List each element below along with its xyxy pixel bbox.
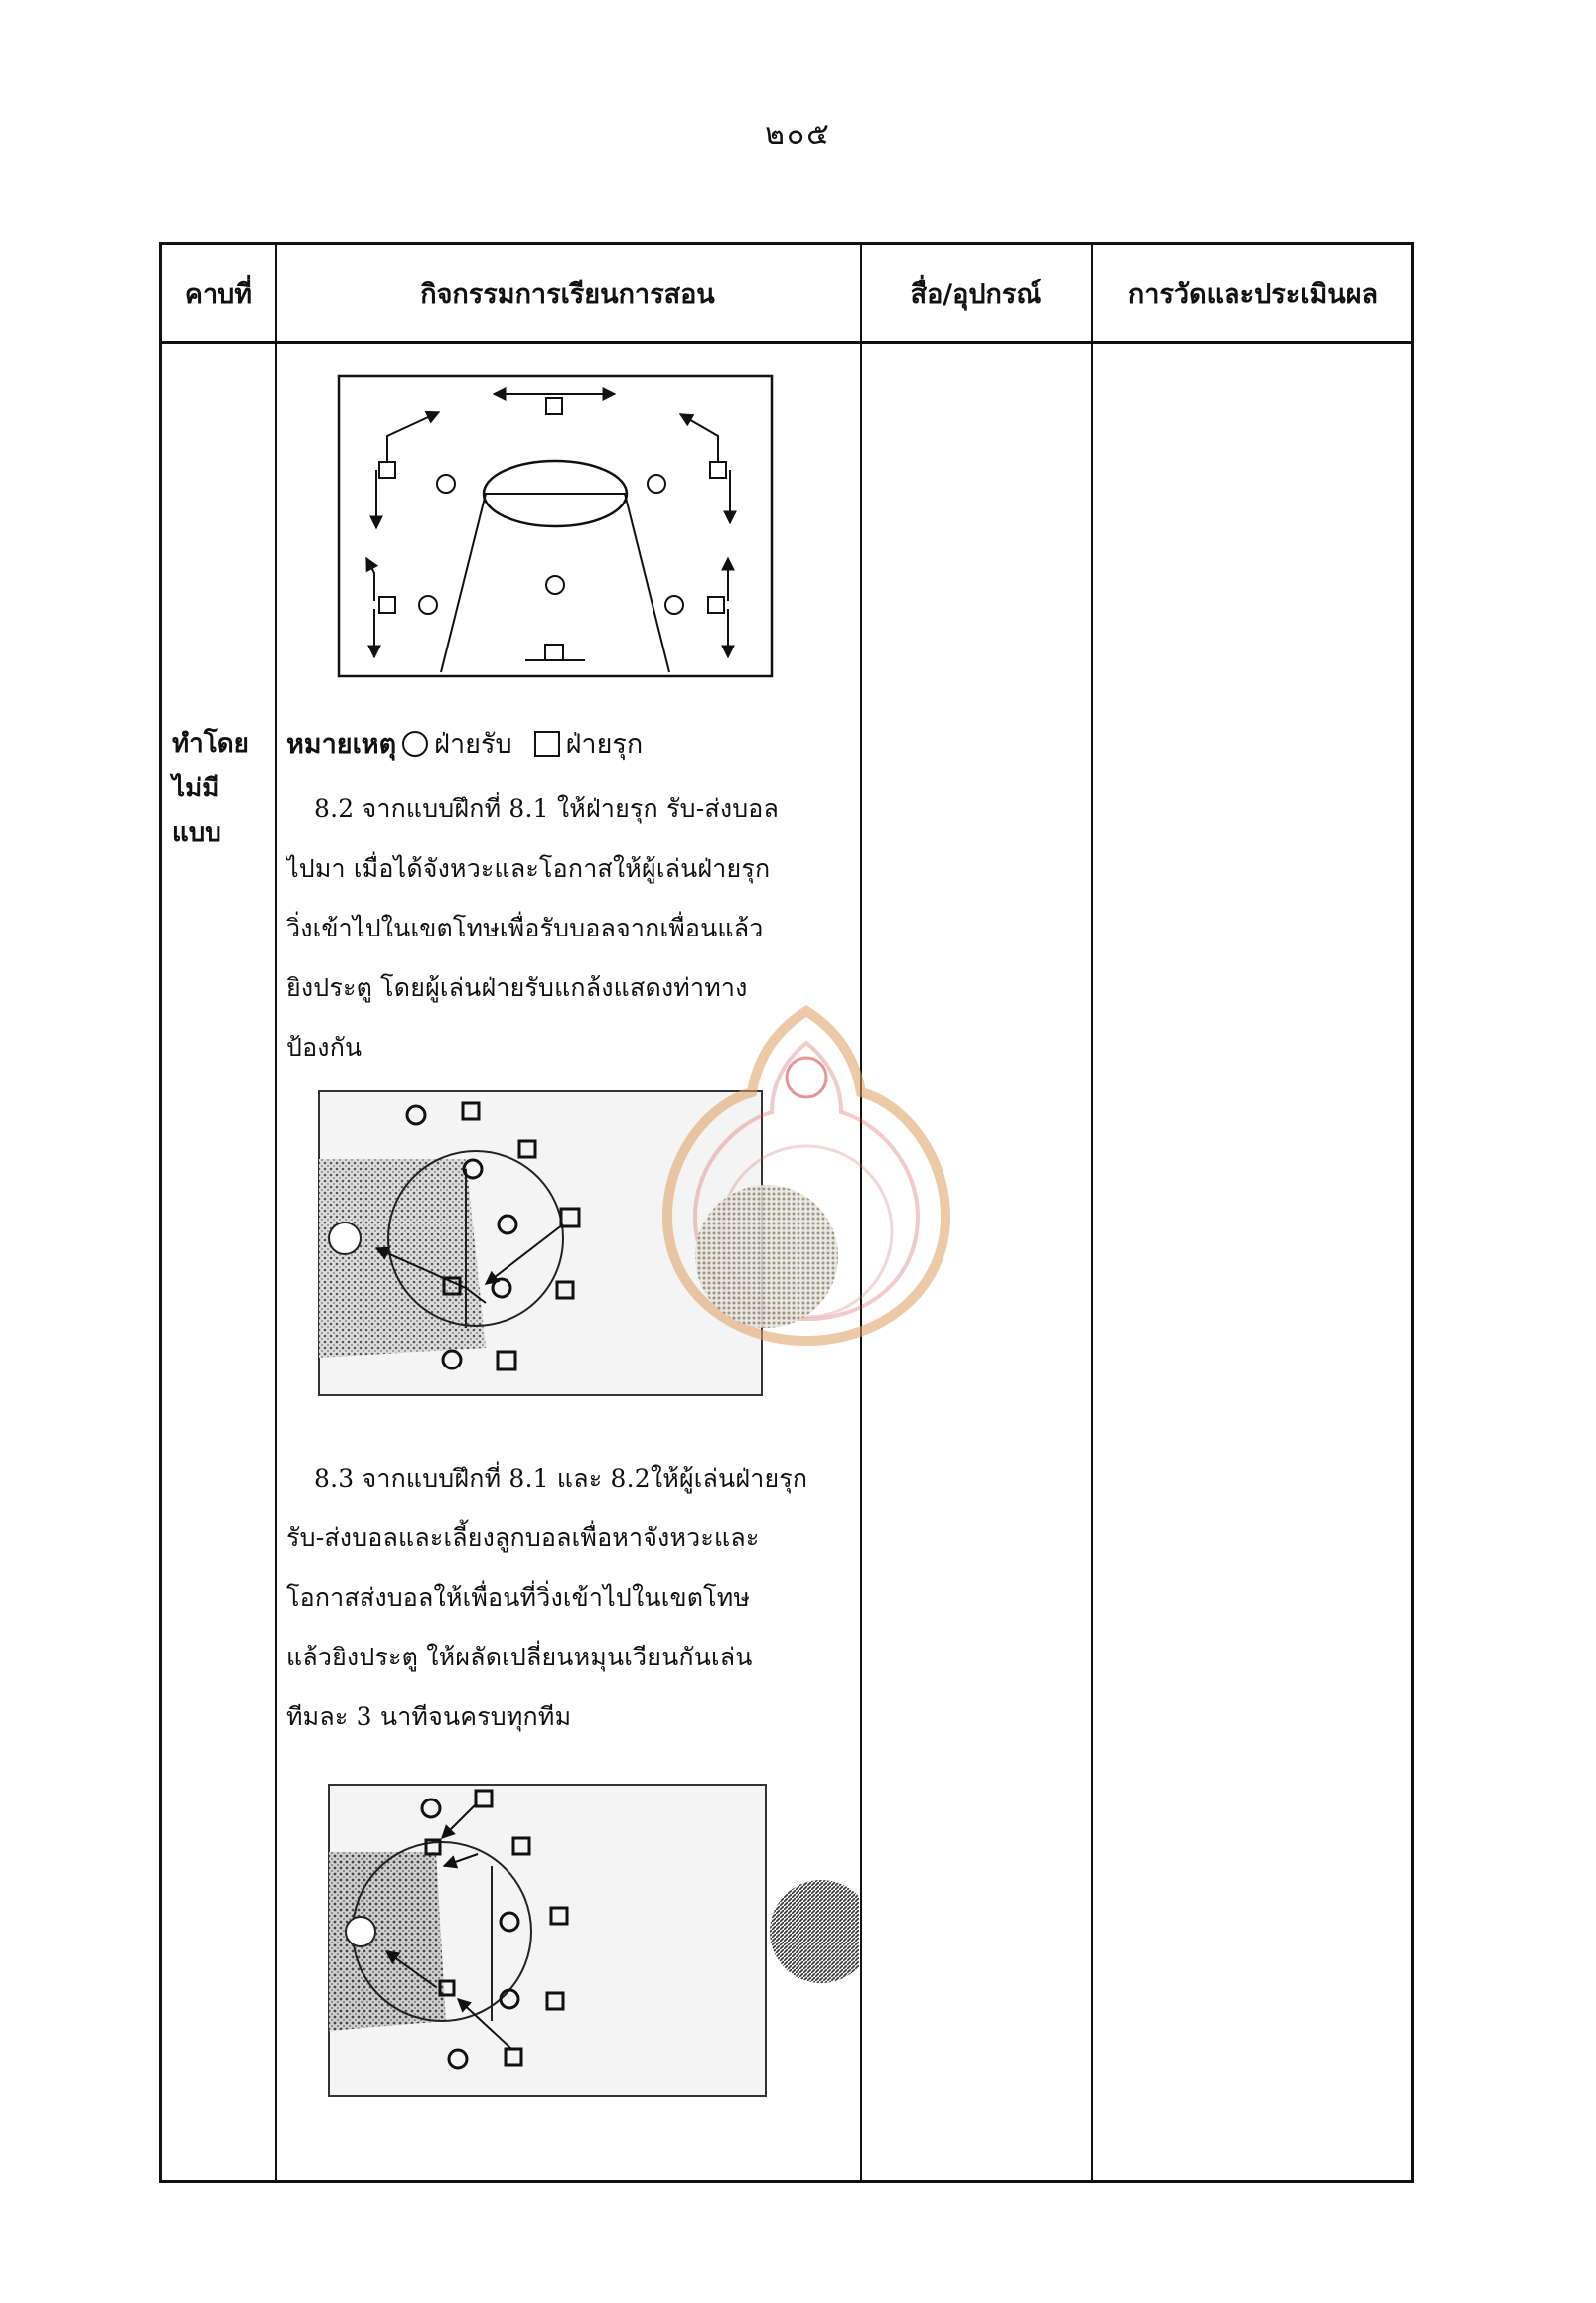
- ball-shading: [770, 1880, 859, 1983]
- legend-label: หมายเหตุ: [286, 729, 397, 760]
- legend-defense: ฝ่ายรับ: [434, 729, 512, 760]
- offense-player-marker: [379, 597, 395, 613]
- paragraph-line: โอกาสส่งบอลให้เพื่อนที่วิ่งเข้าไปในเขตโทษ: [286, 1583, 751, 1612]
- penalty-area: [329, 1852, 446, 2031]
- drill-diagram-8-3: [327, 1783, 859, 2100]
- offense-player-marker: [379, 462, 395, 478]
- header-period: คาบที่: [184, 278, 253, 310]
- paragraph-line: แล้วยิงประตู ให้ผลัดเปลี่ยนหมุนเวียนกันเล่น: [286, 1643, 753, 1671]
- header-activities: กิจกรรมการเรียนการสอน: [420, 278, 715, 310]
- legend-offense: ฝ่ายรุก: [565, 729, 644, 760]
- paragraph-line: วิ่งเข้าไปในเขตโทษเพื่อรับบอลจากเพื่อนแล้ว: [286, 914, 764, 942]
- defense-player-marker: [665, 596, 683, 614]
- offense-player-marker: [546, 398, 562, 414]
- legend: [286, 722, 643, 765]
- header-media: สื่อ/อุปกรณ์: [910, 278, 1042, 310]
- penalty-area: [319, 1159, 486, 1358]
- drill-diagram-8-1: [337, 374, 774, 678]
- defense-player-marker: [437, 475, 455, 493]
- header-divider: [162, 341, 1411, 344]
- seal-watermark: [657, 1003, 955, 1351]
- column-divider: [275, 245, 277, 2180]
- step-8-3-text: [286, 1449, 852, 1747]
- page-number: ๒๐๕: [765, 117, 831, 152]
- offense-player-marker: [708, 597, 724, 613]
- paragraph-line: ทีมละ 3 นาทีจนครบทุกทีม: [286, 1702, 572, 1731]
- period-note-line: ทำโดย: [172, 729, 249, 759]
- paragraph-line: ไปมา เมื่อได้จังหวะและโอกาสให้ผู้เล่นฝ่ายรุก: [286, 854, 771, 883]
- paragraph-line: ป้องกัน: [286, 1033, 363, 1062]
- column-divider: [1091, 245, 1093, 2180]
- defense-player-marker: [419, 596, 437, 614]
- period-note-line: แบบ: [172, 818, 221, 848]
- paragraph-line: ยิงประตู โดยผู้เล่นฝ่ายรับแกล้งแสดงท่าทาง: [286, 973, 748, 1002]
- defense-player-marker: [546, 576, 564, 594]
- square-icon: [534, 731, 560, 757]
- offense-player-marker: [710, 462, 726, 478]
- period-note: [172, 722, 271, 856]
- defense-player-marker: [648, 475, 665, 493]
- circle-icon: [402, 731, 428, 757]
- paragraph-line: 8.3 จากแบบฝึกที่ 8.1 และ 8.2ให้ผู้เล่นฝ่ายรุก: [314, 1464, 808, 1493]
- paragraph-line: รับ-ส่งบอลและเลี้ยงลูกบอลเพื่อหาจังหวะและ: [286, 1523, 760, 1552]
- paragraph-line: 8.2 จากแบบฝึกที่ 8.1 ให้ฝ่ายรุก รับ-ส่งบอล: [314, 794, 780, 823]
- header-evaluation: การวัดและประเมินผล: [1127, 278, 1378, 310]
- period-note-line: ไม่มี: [172, 774, 219, 803]
